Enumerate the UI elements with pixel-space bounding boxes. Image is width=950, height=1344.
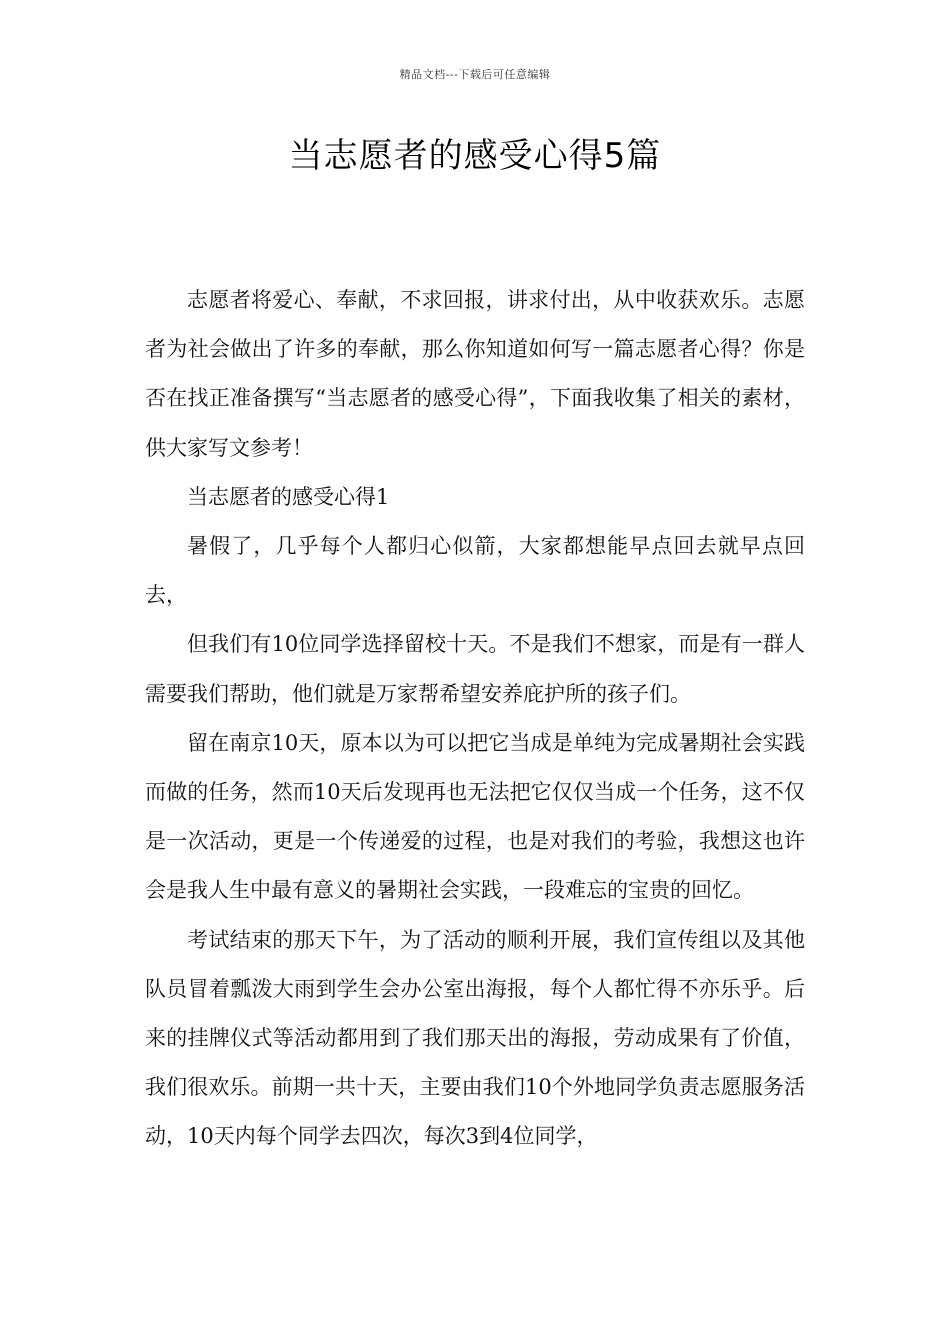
page-header: 精品文档---下载后可任意编辑 <box>399 68 551 81</box>
document-title: 当志愿者的感受心得5篇 <box>288 136 662 176</box>
paragraph: 志愿者将爱心、奉献，不求回报，讲求付出，从中收获欢乐。志愿者为社会做出了许多的奉献，那么你知道如何写一篇志愿者心得？你是否在找正准备撰写“当志愿者的感受心得”，下面我收集了相关的素材，供大家写文参考！ <box>145 288 805 460</box>
paragraph: 考试结束的那天下午，为了活动的顺利开展，我们宣传组以及其他队员冒着瓢泼大雨到学生会办公室出海报，每个人都忙得不亦乐乎。后来的挂牌仪式等活动都用到了我们那天出的海报，劳动成果有了价值，我们很欢乐。前期一共十天，主要由我们10个外地同学负责志愿服务活动，10天内每个同学去四次，每次3到4位同学， <box>145 927 805 1149</box>
paragraph: 但我们有10位同学选择留校十天。不是我们不想家，而是有一群人需要我们帮助，他们就是万家帮希望安养庇护所的孩子们。 <box>145 632 805 706</box>
section-heading: 当志愿者的感受心得1 <box>187 484 390 509</box>
document-body <box>145 276 805 1162</box>
paragraph: 暑假了，几乎每个人都归心似箭，大家都想能早点回去就早点回去， <box>145 534 805 608</box>
paragraph: 留在南京10天，原本以为可以把它当成是单纯为完成暑期社会实践而做的任务，然而10天后发现再也无法把它仅仅当成一个任务，这不仅是一次活动，更是一个传递爱的过程，也是对我们的考验，我想这也许会是我人生中最有意义的暑期社会实践，一段难忘的宝贵的回忆。 <box>145 730 805 903</box>
